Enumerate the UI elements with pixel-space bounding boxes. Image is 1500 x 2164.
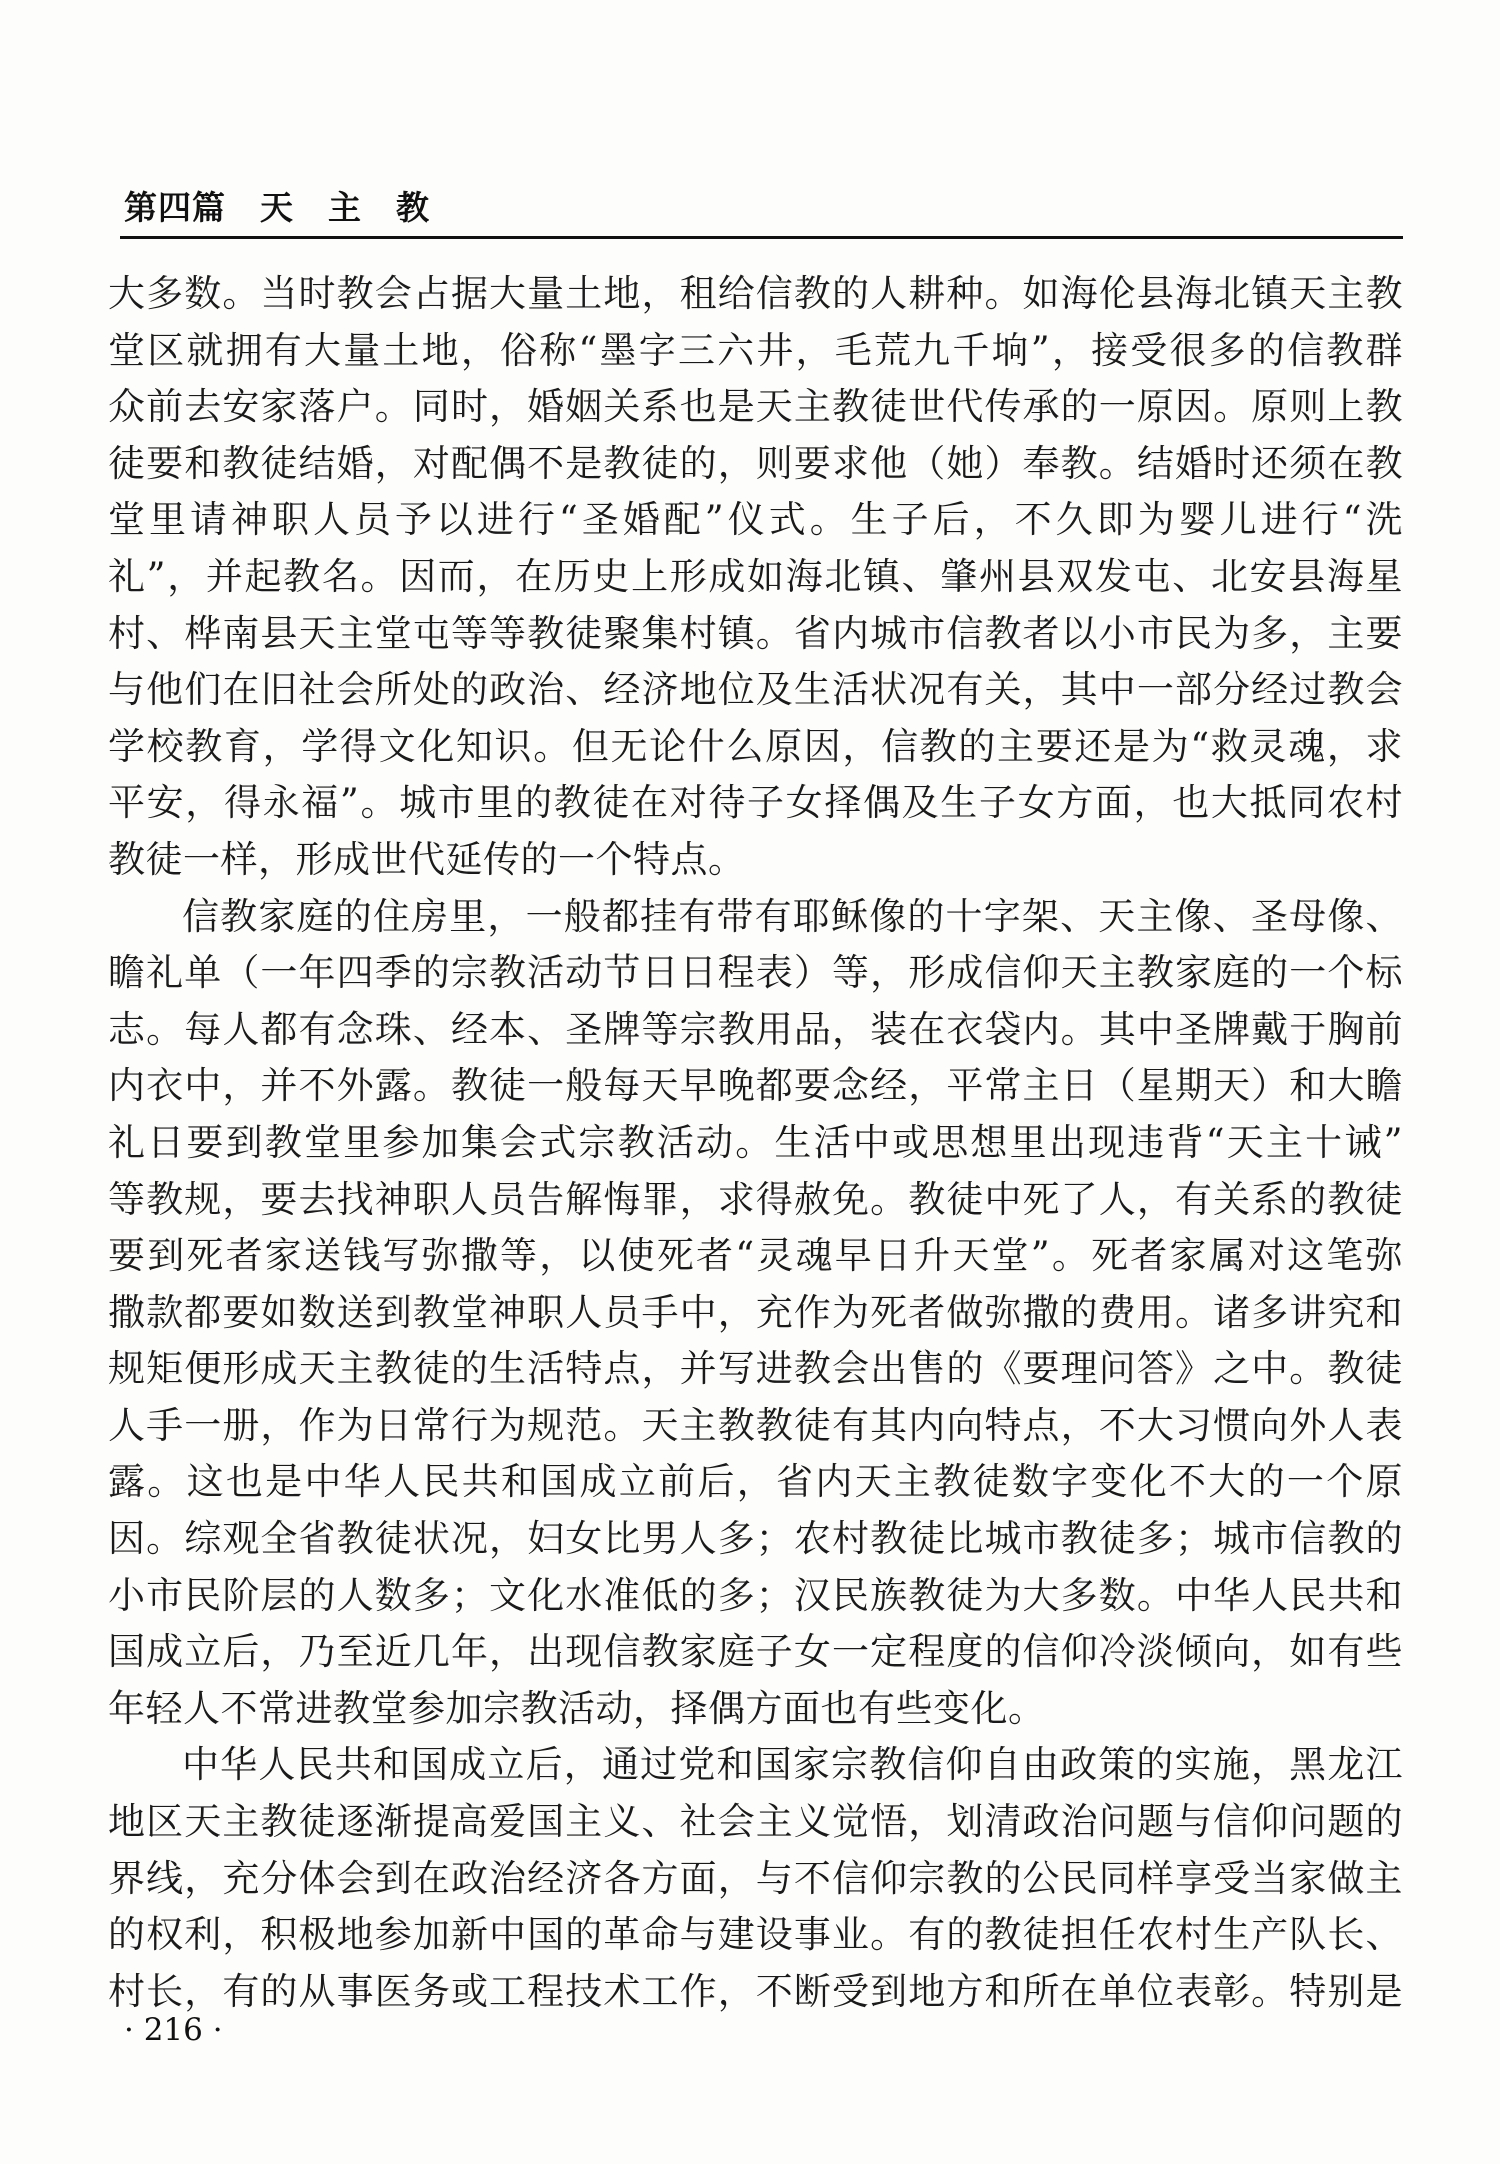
- text-line: 堂区就拥有大量土地，俗称“墨字三六井，毛荒九千垧”，接受很多的信教群: [108, 328, 1403, 372]
- text-line: 地区天主教徒逐渐提高爱国主义、社会主义觉悟，划清政治问题与信仰问题的: [108, 1800, 1403, 1844]
- text-line: 礼日要到教堂里参加集会式宗教活动。生活中或思想里出现违背“天主十诫”: [108, 1120, 1403, 1164]
- header-rule: [120, 236, 1403, 239]
- text-line: 露。这也是中华人民共和国成立前后，省内天主教徒数字变化不大的一个原: [108, 1460, 1403, 1504]
- text-line: 年轻人不常进教堂参加宗教活动，择偶方面也有些变化。: [108, 1686, 1046, 1730]
- text-line: 大多数。当时教会占据大量土地，租给信教的人耕种。如海伦县海北镇天主教: [108, 272, 1403, 315]
- text-line: 与他们在旧社会所处的政治、经济地位及生活状况有关，其中一部分经过教会: [108, 668, 1403, 712]
- text-line: 要到死者家送钱写弥撒等，以使死者“灵魂早日升天堂”。死者家属对这笔弥: [108, 1234, 1403, 1278]
- page-number: · 216 ·: [124, 2012, 223, 2048]
- text-line: 界线，充分体会到在政治经济各方面，与不信仰宗教的公民同样享受当家做主: [108, 1856, 1403, 1900]
- text-line: 教徒一样，形成世代延传的一个特点。: [108, 837, 746, 881]
- paragraph-start-line: 中华人民共和国成立后，通过党和国家宗教信仰自由政策的实施，黑龙江: [182, 1743, 1403, 1787]
- text-line: 撒款都要如数送到教堂神职人员手中，充作为死者做弥撒的费用。诸多讲究和: [108, 1290, 1403, 1334]
- text-line: 众前去安家落户。同时，婚姻关系也是天主教徒世代传承的一原因。原则上教: [108, 385, 1403, 429]
- text-line: 因。综观全省教徒状况，妇女比男人多；农村教徒比城市教徒多；城市信教的: [108, 1517, 1403, 1561]
- text-line: 堂里请神职人员予以进行“圣婚配”仪式。生子后，不久即为婴儿进行“洗: [108, 498, 1403, 542]
- body-text: [108, 266, 1403, 2020]
- text-line: 学校教育，学得文化知识。但无论什么原因，信教的主要还是为“救灵魂，求: [108, 724, 1403, 768]
- text-line: 规矩便形成天主教徒的生活特点，并写进教会出售的《要理问答》之中。教徒: [108, 1347, 1403, 1391]
- text-line: 平安，得永福”。城市里的教徒在对待子女择偶及生子女方面，也大抵同农村: [108, 781, 1403, 825]
- text-line: 瞻礼单（一年四季的宗教活动节日日程表）等，形成信仰天主教家庭的一个标: [108, 951, 1403, 995]
- paragraph-start-line: 信教家庭的住房里，一般都挂有带有耶稣像的十字架、天主像、圣母像、: [182, 894, 1403, 938]
- text-line: 徒要和教徒结婚，对配偶不是教徒的，则要求他（她）奉教。结婚时还须在教: [108, 441, 1403, 485]
- text-line: 村、桦南县天主堂屯等等教徒聚集村镇。省内城市信教者以小市民为多，主要: [108, 611, 1403, 655]
- text-line: 国成立后，乃至近几年，出现信教家庭子女一定程度的信仰冷淡倾向，如有些: [108, 1630, 1403, 1674]
- text-line: 礼”，并起教名。因而，在历史上形成如海北镇、肇州县双发屯、北安县海星: [108, 554, 1403, 598]
- text-line: 的权利，积极地参加新中国的革命与建设事业。有的教徒担任农村生产队长、: [108, 1913, 1403, 1957]
- text-line: 内衣中，并不外露。教徒一般每天早晚都要念经，平常主日（星期天）和大瞻: [108, 1064, 1403, 1108]
- running-header-title: 第四篇 天 主 教: [124, 188, 430, 227]
- text-line: 小市民阶层的人数多；文化水准低的多；汉民族教徒为大多数。中华人民共和: [108, 1573, 1403, 1617]
- text-line: 人手一册，作为日常行为规范。天主教教徒有其内向特点，不大习惯向外人表: [108, 1403, 1403, 1447]
- text-line: 村长，有的从事医务或工程技术工作，不断受到地方和所在单位表彰。特别是: [108, 1969, 1403, 2013]
- text-line: 志。每人都有念珠、经本、圣牌等宗教用品，装在衣袋内。其中圣牌戴于胸前: [108, 1007, 1403, 1051]
- text-line: 等教规，要去找神职人员告解悔罪，求得赦免。教徒中死了人，有关系的教徒: [108, 1177, 1403, 1221]
